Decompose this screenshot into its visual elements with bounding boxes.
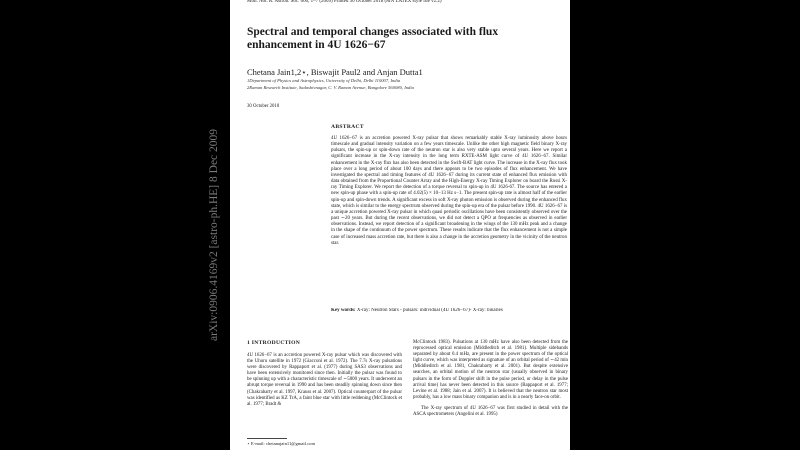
- intro-right-column: [413, 340, 568, 418]
- arxiv-stamp: arXiv:0906.4169v2 [astro-ph.HE] 8 Dec 2009: [208, 128, 220, 342]
- keywords-label: Key words:: [331, 308, 356, 313]
- keywords-text: X-ray: Neutron Stars - pulsars: individual (4U 1626−67)- X-ray: binaries: [356, 308, 503, 313]
- footnote-email: ⋆ E-mail: chetanajain11@gmail.com: [247, 441, 316, 446]
- intro-right-paragraph-1: McClintock 1983). Pulsations at 130 mHz have also been detected from the reprocessed optical emission (Middleditch et al. 1981). Multiple sidebands separated by about 0.4 mHz, are present in the power spectrum of the optical light curve, which was interpreted as signature of an orbital period of ∼42 min (Middleditch et al. 1981, Chakrabarty et al. 2001). But despite extensive searches, an orbital motion of the neutron star (usually observed in binary pulsars in the form of Doppler shift in the pulse period, or delay in the pulse arrival time) has never been detected in this source (Rappaport et al. 1977; Levine et al. 1988; Jain et al. 2007). It is believed that the neutron star most probably, has a low mass binary companion and is in a nearly face-on orbit.: [413, 340, 568, 400]
- footnote-rule: [247, 438, 287, 439]
- left-margin-shade: [0, 0, 230, 450]
- abstract-heading: ABSTRACT: [331, 124, 364, 130]
- section-heading-introduction: 1 INTRODUCTION: [247, 340, 301, 346]
- affiliation-2: 2Raman Research Institute, Sadashivnagar, C. V. Raman Avenue, Bangalore 560080, India: [247, 85, 414, 90]
- paper-authors: Chetana Jain1,2⋆, Biswajit Paul2 and Anjan Dutta1: [247, 67, 423, 77]
- paper-date: 30 October 2018: [247, 104, 280, 109]
- keywords: [331, 308, 571, 313]
- intro-right-paragraph-2: The X-ray spectrum of 4U 1626−67 was first studied in detail with the ASCA spectrometers (Angelini et al. 1995): [413, 405, 568, 418]
- right-margin-shade: [570, 0, 800, 450]
- journal-header: Mon. Not. R. Astron. Soc. 000, 1–7 (2009) Printed 30 October 2018 (MN LATEX style file v2.2): [247, 0, 442, 4]
- abstract-text: 4U 1626−67 is an accretion powered X-ray pulsar that shows remarkably stable X-ray luminosity above hours timescale and gradual intensity variation on a few years timescale. Unlike the other high magnetic field binary X-ray pulsars, the spin-up or spin-down rate of the neutron star is also very stable upto several years. Here we report a significant increase in the X-ray intensity in the long term RXTE-ASM light curve of 4U 1626−67. Similar enhancement in the X-ray flux has also been detected in the Swift-BAT light curve. The increase in the X-ray flux took place over a long period of about 100 days and there appears to be two episodes of flux enhancement. We have investigated the spectral and timing features of 4U 1626−67 during its current state of enhanced flux emission with data obtained from the Proportional Counter Array and the High-Energy X-ray Timing Explorer on board the Rossi X-ray Timing Explorer. We report the detection of a torque reversal to spin-up in 4U 1626-67. The source has entered a new spin-up phase with a spin-up rate of 4.02(5) × 10−13 Hz s−1. The present spin-up rate is almost half of the earlier spin-up and spin-down trends. A significant excess in soft X-ray photon emission is observed during the enhanced flux state, which is similar to the energy spectrum observed during the spin-up era of the pulsar before 1990. 4U 1626−67 is a unique accretion powered X-ray pulsar in which quasi periodic oscillations have been consistently observed over the past ∼20 years. But during the recent observations, we did not detect a QPO at frequencies as observed in earlier observations. Instead, we report detection of a significant broadening in the wings of the 130 mHz peak and a change in the shape of the continuum of the power spectrum. These results indicate that the flux enhancement is not a simple case of increased mass accretion rate, but there is also a change in the accretion geometry in the vicinity of the neutron star.: [331, 136, 567, 246]
- paper-title: Spectral and temporal changes associated with flux enhancement in 4U 1626−67: [247, 26, 499, 51]
- intro-left-column: 4U 1626−67 is an accretion powered X-ray pulsar which was discovered with the Uhuru satellite in 1972 (Giacconi et al. 1972). The 7.7s X-ray pulsations were discovered by Rappaport et al. (1977) during SAS3 observations and have been extensively monitored since then. Initially the pulsar was found to be spinning up with a characteristic timescale of ∼5000 years. It underwent an abrupt torque reversal in 1990 and has been steadily spinning down since then (Chakrabarty et al. 1997, Krauss et al. 2007). Optical counterpart of the pulsar was identified as KZ TrA, a faint blue star with little reddening (McClintock et al. 1977; Bradt &: [247, 353, 402, 407]
- affiliation-1: 1Department of Physics and Astrophysics, University of Delhi, Delhi 110007, India: [247, 78, 401, 83]
